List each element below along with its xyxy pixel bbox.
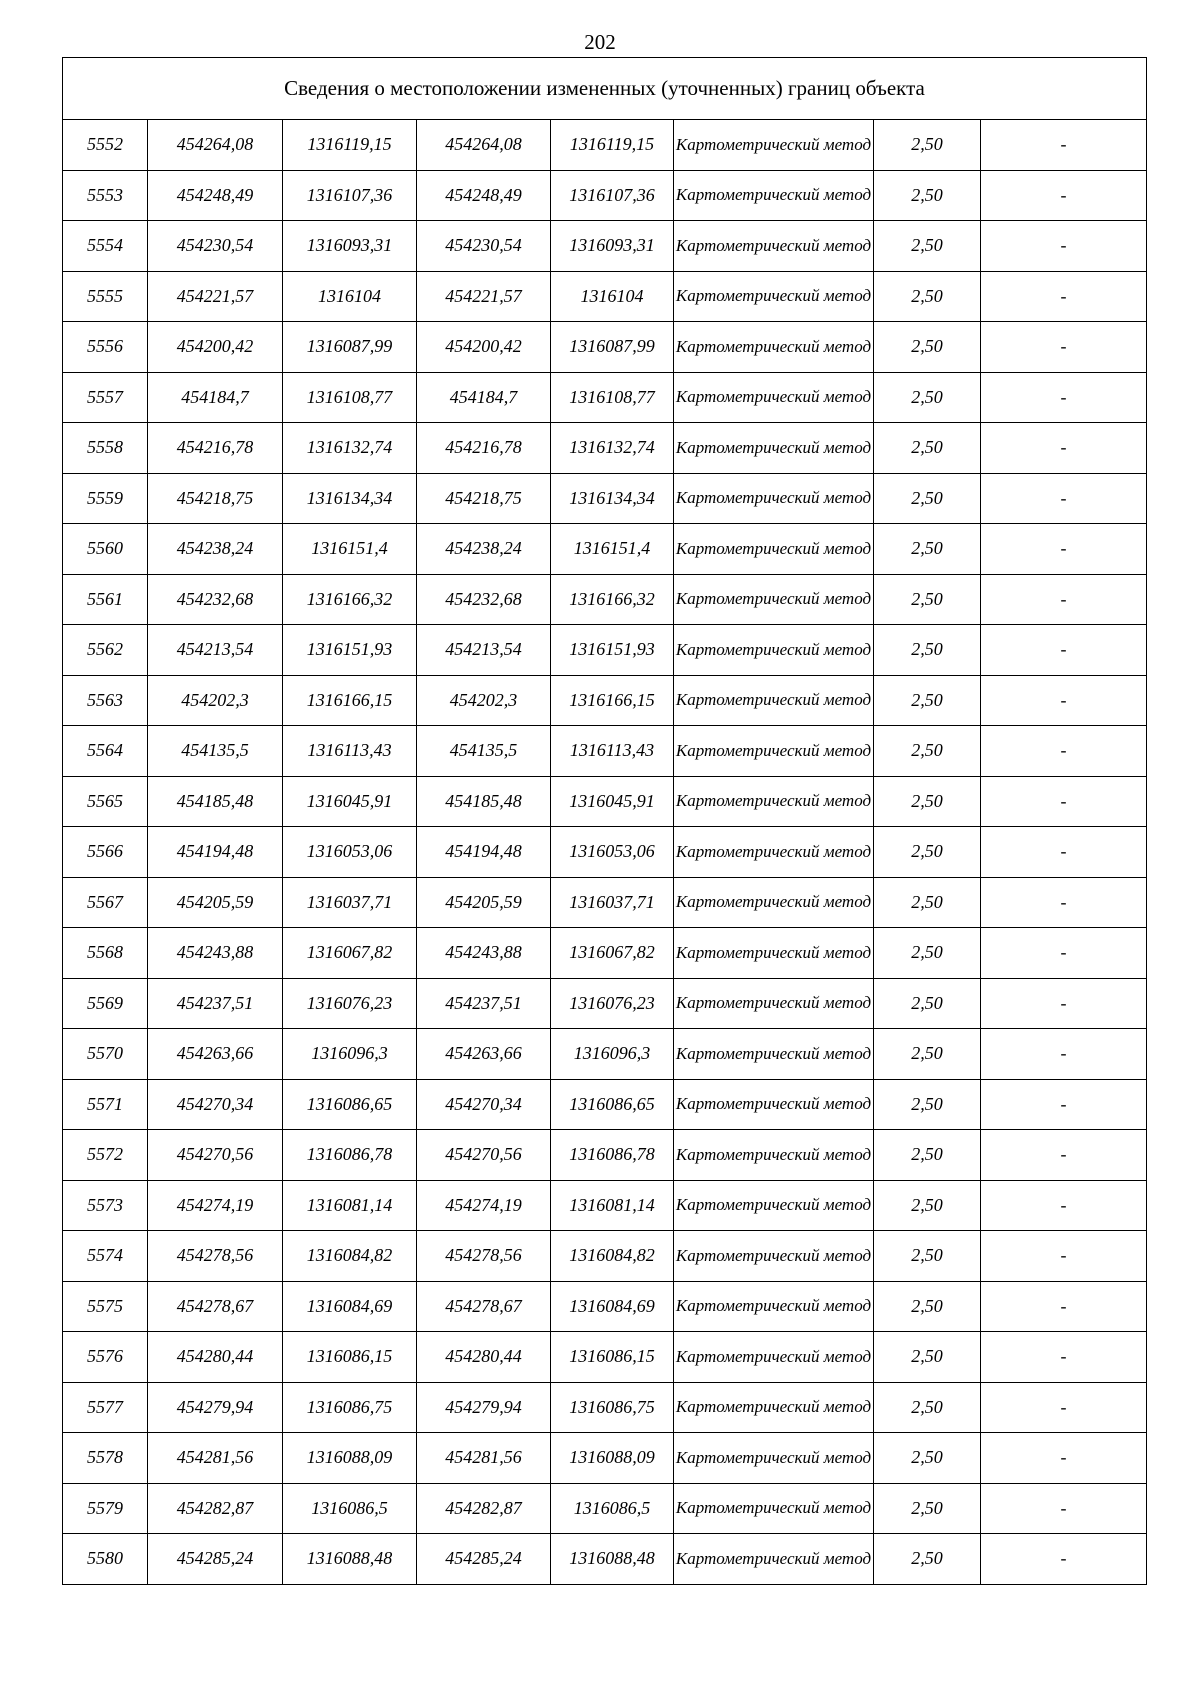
method-cell: Картометрический метод xyxy=(674,423,874,474)
existing-y: 1316084,82 xyxy=(283,1231,417,1282)
new-x: 454274,19 xyxy=(417,1180,551,1231)
existing-y: 1316067,82 xyxy=(283,928,417,979)
point-number: 5556 xyxy=(63,322,148,373)
table-row xyxy=(63,1433,1147,1484)
note-cell: - xyxy=(981,928,1147,979)
existing-y: 1316081,14 xyxy=(283,1180,417,1231)
note-cell: - xyxy=(981,271,1147,322)
note-cell: - xyxy=(981,170,1147,221)
note-cell: - xyxy=(981,574,1147,625)
note-cell: - xyxy=(981,1029,1147,1080)
point-number: 5567 xyxy=(63,877,148,928)
accuracy-cell: 2,50 xyxy=(874,524,981,575)
existing-x: 454263,66 xyxy=(148,1029,283,1080)
method-cell: Картометрический метод xyxy=(674,776,874,827)
accuracy-cell: 2,50 xyxy=(874,1433,981,1484)
point-number: 5555 xyxy=(63,271,148,322)
method-cell: Картометрический метод xyxy=(674,978,874,1029)
new-y: 1316086,15 xyxy=(551,1332,674,1383)
new-x: 454232,68 xyxy=(417,574,551,625)
new-y: 1316088,09 xyxy=(551,1433,674,1484)
note-cell: - xyxy=(981,1382,1147,1433)
point-number: 5559 xyxy=(63,473,148,524)
method-cell: Картометрический метод xyxy=(674,1079,874,1130)
existing-y: 1316088,48 xyxy=(283,1534,417,1585)
accuracy-cell: 2,50 xyxy=(874,1231,981,1282)
existing-y: 1316088,09 xyxy=(283,1433,417,1484)
method-cell: Картометрический метод xyxy=(674,1534,874,1585)
accuracy-cell: 2,50 xyxy=(874,322,981,373)
existing-x: 454221,57 xyxy=(148,271,283,322)
point-number: 5553 xyxy=(63,170,148,221)
existing-y: 1316119,15 xyxy=(283,120,417,171)
table-row xyxy=(63,473,1147,524)
existing-x: 454238,24 xyxy=(148,524,283,575)
new-y: 1316087,99 xyxy=(551,322,674,373)
accuracy-cell: 2,50 xyxy=(874,473,981,524)
table-row xyxy=(63,726,1147,777)
table-row xyxy=(63,827,1147,878)
note-cell: - xyxy=(981,1534,1147,1585)
new-x: 454184,7 xyxy=(417,372,551,423)
accuracy-cell: 2,50 xyxy=(874,1079,981,1130)
new-x: 454135,5 xyxy=(417,726,551,777)
accuracy-cell: 2,50 xyxy=(874,625,981,676)
note-cell: - xyxy=(981,1332,1147,1383)
point-number: 5577 xyxy=(63,1382,148,1433)
new-x: 454285,24 xyxy=(417,1534,551,1585)
accuracy-cell: 2,50 xyxy=(874,877,981,928)
existing-x: 454185,48 xyxy=(148,776,283,827)
point-number: 5560 xyxy=(63,524,148,575)
table-row xyxy=(63,675,1147,726)
new-y: 1316104 xyxy=(551,271,674,322)
existing-y: 1316151,93 xyxy=(283,625,417,676)
accuracy-cell: 2,50 xyxy=(874,1180,981,1231)
new-y: 1316086,5 xyxy=(551,1483,674,1534)
point-number: 5569 xyxy=(63,978,148,1029)
existing-x: 454274,19 xyxy=(148,1180,283,1231)
table-row xyxy=(63,1029,1147,1080)
new-y: 1316053,06 xyxy=(551,827,674,878)
accuracy-cell: 2,50 xyxy=(874,928,981,979)
existing-y: 1316134,34 xyxy=(283,473,417,524)
existing-y: 1316104 xyxy=(283,271,417,322)
new-x: 454221,57 xyxy=(417,271,551,322)
table-row xyxy=(63,776,1147,827)
point-number: 5552 xyxy=(63,120,148,171)
new-x: 454281,56 xyxy=(417,1433,551,1484)
table-row xyxy=(63,574,1147,625)
method-cell: Картометрический метод xyxy=(674,877,874,928)
table-body xyxy=(63,120,1147,1585)
new-y: 1316119,15 xyxy=(551,120,674,171)
point-number: 5568 xyxy=(63,928,148,979)
existing-y: 1316096,3 xyxy=(283,1029,417,1080)
existing-x: 454184,7 xyxy=(148,372,283,423)
new-x: 454280,44 xyxy=(417,1332,551,1383)
table-row xyxy=(63,423,1147,474)
accuracy-cell: 2,50 xyxy=(874,675,981,726)
accuracy-cell: 2,50 xyxy=(874,1483,981,1534)
accuracy-cell: 2,50 xyxy=(874,574,981,625)
accuracy-cell: 2,50 xyxy=(874,1029,981,1080)
existing-x: 454279,94 xyxy=(148,1382,283,1433)
existing-x: 454205,59 xyxy=(148,877,283,928)
method-cell: Картометрический метод xyxy=(674,372,874,423)
existing-x: 454280,44 xyxy=(148,1332,283,1383)
table-row xyxy=(63,120,1147,171)
note-cell: - xyxy=(981,1130,1147,1181)
table-row xyxy=(63,322,1147,373)
new-y: 1316086,65 xyxy=(551,1079,674,1130)
point-number: 5570 xyxy=(63,1029,148,1080)
new-x: 454238,24 xyxy=(417,524,551,575)
new-y: 1316067,82 xyxy=(551,928,674,979)
accuracy-cell: 2,50 xyxy=(874,776,981,827)
existing-x: 454248,49 xyxy=(148,170,283,221)
note-cell: - xyxy=(981,675,1147,726)
new-x: 454205,59 xyxy=(417,877,551,928)
method-cell: Картометрический метод xyxy=(674,1231,874,1282)
point-number: 5564 xyxy=(63,726,148,777)
method-cell: Картометрический метод xyxy=(674,170,874,221)
new-y: 1316108,77 xyxy=(551,372,674,423)
table-row xyxy=(63,170,1147,221)
accuracy-cell: 2,50 xyxy=(874,1281,981,1332)
note-cell: - xyxy=(981,776,1147,827)
new-y: 1316096,3 xyxy=(551,1029,674,1080)
method-cell: Картометрический метод xyxy=(674,1281,874,1332)
point-number: 5580 xyxy=(63,1534,148,1585)
point-number: 5563 xyxy=(63,675,148,726)
existing-x: 454194,48 xyxy=(148,827,283,878)
new-y: 1316084,69 xyxy=(551,1281,674,1332)
point-number: 5562 xyxy=(63,625,148,676)
existing-x: 454213,54 xyxy=(148,625,283,676)
accuracy-cell: 2,50 xyxy=(874,1130,981,1181)
point-number: 5575 xyxy=(63,1281,148,1332)
existing-y: 1316045,91 xyxy=(283,776,417,827)
table-row xyxy=(63,1281,1147,1332)
new-x: 454282,87 xyxy=(417,1483,551,1534)
new-y: 1316076,23 xyxy=(551,978,674,1029)
new-x: 454200,42 xyxy=(417,322,551,373)
existing-y: 1316086,75 xyxy=(283,1382,417,1433)
table-row xyxy=(63,1483,1147,1534)
existing-y: 1316108,77 xyxy=(283,372,417,423)
new-x: 454278,67 xyxy=(417,1281,551,1332)
accuracy-cell: 2,50 xyxy=(874,372,981,423)
method-cell: Картометрический метод xyxy=(674,524,874,575)
new-x: 454230,54 xyxy=(417,221,551,272)
method-cell: Картометрический метод xyxy=(674,1483,874,1534)
existing-x: 454232,68 xyxy=(148,574,283,625)
method-cell: Картометрический метод xyxy=(674,1029,874,1080)
note-cell: - xyxy=(981,827,1147,878)
table-row xyxy=(63,1079,1147,1130)
method-cell: Картометрический метод xyxy=(674,574,874,625)
table-title: Сведения о местоположении измененных (уточненных) границ объекта xyxy=(63,58,1147,120)
new-x: 454213,54 xyxy=(417,625,551,676)
note-cell: - xyxy=(981,1079,1147,1130)
new-x: 454278,56 xyxy=(417,1231,551,1282)
new-y: 1316107,36 xyxy=(551,170,674,221)
existing-y: 1316086,5 xyxy=(283,1483,417,1534)
existing-y: 1316107,36 xyxy=(283,170,417,221)
note-cell: - xyxy=(981,322,1147,373)
method-cell: Картометрический метод xyxy=(674,473,874,524)
existing-y: 1316084,69 xyxy=(283,1281,417,1332)
existing-x: 454202,3 xyxy=(148,675,283,726)
existing-y: 1316086,15 xyxy=(283,1332,417,1383)
new-y: 1316132,74 xyxy=(551,423,674,474)
new-x: 454202,3 xyxy=(417,675,551,726)
note-cell: - xyxy=(981,978,1147,1029)
method-cell: Картометрический метод xyxy=(674,1433,874,1484)
new-y: 1316086,75 xyxy=(551,1382,674,1433)
existing-x: 454243,88 xyxy=(148,928,283,979)
accuracy-cell: 2,50 xyxy=(874,1382,981,1433)
method-cell: Картометрический метод xyxy=(674,827,874,878)
existing-y: 1316087,99 xyxy=(283,322,417,373)
accuracy-cell: 2,50 xyxy=(874,1332,981,1383)
new-x: 454270,56 xyxy=(417,1130,551,1181)
accuracy-cell: 2,50 xyxy=(874,170,981,221)
new-y: 1316151,4 xyxy=(551,524,674,575)
existing-x: 454278,56 xyxy=(148,1231,283,1282)
table-row xyxy=(63,877,1147,928)
note-cell: - xyxy=(981,372,1147,423)
new-y: 1316081,14 xyxy=(551,1180,674,1231)
method-cell: Картометрический метод xyxy=(674,271,874,322)
accuracy-cell: 2,50 xyxy=(874,827,981,878)
method-cell: Картометрический метод xyxy=(674,1332,874,1383)
note-cell: - xyxy=(981,473,1147,524)
point-number: 5579 xyxy=(63,1483,148,1534)
method-cell: Картометрический метод xyxy=(674,928,874,979)
method-cell: Картометрический метод xyxy=(674,625,874,676)
point-number: 5572 xyxy=(63,1130,148,1181)
table-row xyxy=(63,978,1147,1029)
existing-y: 1316053,06 xyxy=(283,827,417,878)
existing-x: 454216,78 xyxy=(148,423,283,474)
existing-x: 454200,42 xyxy=(148,322,283,373)
existing-x: 454270,34 xyxy=(148,1079,283,1130)
accuracy-cell: 2,50 xyxy=(874,221,981,272)
existing-x: 454270,56 xyxy=(148,1130,283,1181)
note-cell: - xyxy=(981,1231,1147,1282)
table-row xyxy=(63,271,1147,322)
new-y: 1316166,15 xyxy=(551,675,674,726)
new-x: 454248,49 xyxy=(417,170,551,221)
page-number: 202 xyxy=(584,30,616,54)
table-row xyxy=(63,625,1147,676)
new-x: 454279,94 xyxy=(417,1382,551,1433)
new-y: 1316093,31 xyxy=(551,221,674,272)
table-row xyxy=(63,1180,1147,1231)
note-cell: - xyxy=(981,1281,1147,1332)
note-cell: - xyxy=(981,221,1147,272)
note-cell: - xyxy=(981,524,1147,575)
existing-y: 1316113,43 xyxy=(283,726,417,777)
method-cell: Картометрический метод xyxy=(674,1180,874,1231)
point-number: 5561 xyxy=(63,574,148,625)
table-row xyxy=(63,1534,1147,1585)
new-y: 1316166,32 xyxy=(551,574,674,625)
note-cell: - xyxy=(981,1180,1147,1231)
existing-x: 454282,87 xyxy=(148,1483,283,1534)
table-row xyxy=(63,1130,1147,1181)
method-cell: Картометрический метод xyxy=(674,120,874,171)
new-y: 1316088,48 xyxy=(551,1534,674,1585)
table-row xyxy=(63,221,1147,272)
existing-x: 454237,51 xyxy=(148,978,283,1029)
accuracy-cell: 2,50 xyxy=(874,726,981,777)
new-y: 1316113,43 xyxy=(551,726,674,777)
point-number: 5566 xyxy=(63,827,148,878)
method-cell: Картометрический метод xyxy=(674,1130,874,1181)
existing-y: 1316076,23 xyxy=(283,978,417,1029)
accuracy-cell: 2,50 xyxy=(874,271,981,322)
note-cell: - xyxy=(981,120,1147,171)
existing-y: 1316086,78 xyxy=(283,1130,417,1181)
new-x: 454270,34 xyxy=(417,1079,551,1130)
new-x: 454264,08 xyxy=(417,120,551,171)
existing-y: 1316151,4 xyxy=(283,524,417,575)
method-cell: Картометрический метод xyxy=(674,726,874,777)
new-y: 1316037,71 xyxy=(551,877,674,928)
point-number: 5573 xyxy=(63,1180,148,1231)
point-number: 5554 xyxy=(63,221,148,272)
existing-x: 454135,5 xyxy=(148,726,283,777)
existing-x: 454278,67 xyxy=(148,1281,283,1332)
existing-y: 1316037,71 xyxy=(283,877,417,928)
new-y: 1316134,34 xyxy=(551,473,674,524)
new-x: 454216,78 xyxy=(417,423,551,474)
new-y: 1316084,82 xyxy=(551,1231,674,1282)
note-cell: - xyxy=(981,625,1147,676)
method-cell: Картометрический метод xyxy=(674,221,874,272)
method-cell: Картометрический метод xyxy=(674,675,874,726)
point-number: 5578 xyxy=(63,1433,148,1484)
point-number: 5557 xyxy=(63,372,148,423)
new-x: 454243,88 xyxy=(417,928,551,979)
new-x: 454194,48 xyxy=(417,827,551,878)
existing-x: 454230,54 xyxy=(148,221,283,272)
existing-x: 454218,75 xyxy=(148,473,283,524)
note-cell: - xyxy=(981,1483,1147,1534)
table-row xyxy=(63,524,1147,575)
note-cell: - xyxy=(981,423,1147,474)
boundary-coordinates-table xyxy=(62,57,1147,1585)
existing-y: 1316166,15 xyxy=(283,675,417,726)
point-number: 5571 xyxy=(63,1079,148,1130)
table-row xyxy=(63,1231,1147,1282)
new-x: 454218,75 xyxy=(417,473,551,524)
accuracy-cell: 2,50 xyxy=(874,120,981,171)
point-number: 5558 xyxy=(63,423,148,474)
new-y: 1316045,91 xyxy=(551,776,674,827)
new-x: 454263,66 xyxy=(417,1029,551,1080)
table-row xyxy=(63,1382,1147,1433)
method-cell: Картометрический метод xyxy=(674,322,874,373)
table-row xyxy=(63,1332,1147,1383)
method-cell: Картометрический метод xyxy=(674,1382,874,1433)
new-y: 1316151,93 xyxy=(551,625,674,676)
existing-y: 1316093,31 xyxy=(283,221,417,272)
accuracy-cell: 2,50 xyxy=(874,1534,981,1585)
table-row xyxy=(63,372,1147,423)
accuracy-cell: 2,50 xyxy=(874,978,981,1029)
existing-x: 454285,24 xyxy=(148,1534,283,1585)
table-row xyxy=(63,928,1147,979)
point-number: 5565 xyxy=(63,776,148,827)
note-cell: - xyxy=(981,877,1147,928)
new-x: 454185,48 xyxy=(417,776,551,827)
existing-y: 1316132,74 xyxy=(283,423,417,474)
new-y: 1316086,78 xyxy=(551,1130,674,1181)
existing-x: 454264,08 xyxy=(148,120,283,171)
point-number: 5576 xyxy=(63,1332,148,1383)
point-number: 5574 xyxy=(63,1231,148,1282)
existing-y: 1316166,32 xyxy=(283,574,417,625)
accuracy-cell: 2,50 xyxy=(874,423,981,474)
note-cell: - xyxy=(981,1433,1147,1484)
existing-y: 1316086,65 xyxy=(283,1079,417,1130)
note-cell: - xyxy=(981,726,1147,777)
existing-x: 454281,56 xyxy=(148,1433,283,1484)
new-x: 454237,51 xyxy=(417,978,551,1029)
